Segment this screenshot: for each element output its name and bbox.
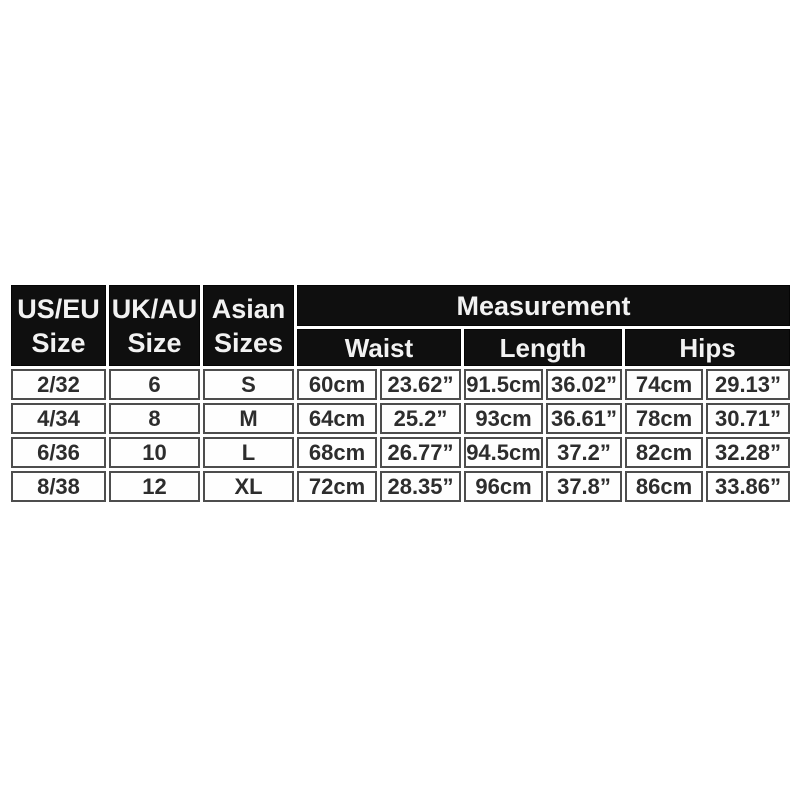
cell-length-cm: 91.5cm <box>464 369 543 400</box>
header-us-eu-line2: Size <box>31 327 86 358</box>
cell-uk-au: 12 <box>109 471 200 502</box>
header-uk-au-line2: Size <box>127 327 182 358</box>
header-cell-hips: Hips <box>625 329 790 366</box>
cell-hips-cm: 82cm <box>625 437 703 468</box>
header-cell-length: Length <box>464 329 622 366</box>
cell-length-cm: 93cm <box>464 403 543 434</box>
header-cell-waist: Waist <box>297 329 461 366</box>
table-row-size-m <box>11 403 790 434</box>
header-cell-uk-au-size <box>109 285 200 366</box>
header-row-1 <box>11 285 790 326</box>
cell-waist-cm: 64cm <box>297 403 377 434</box>
cell-uk-au: 6 <box>109 369 200 400</box>
header-us-eu-line1: US/EU <box>17 293 100 324</box>
cell-waist-cm: 68cm <box>297 437 377 468</box>
cell-hips-cm: 86cm <box>625 471 703 502</box>
header-asian-line2: Sizes <box>213 327 284 358</box>
cell-waist-cm: 72cm <box>297 471 377 502</box>
cell-length-inch: 36.61” <box>546 403 622 434</box>
cell-waist-cm: 60cm <box>297 369 377 400</box>
cell-us-eu: 8/38 <box>11 471 106 502</box>
cell-asian-size: S <box>203 369 294 400</box>
cell-uk-au: 10 <box>109 437 200 468</box>
size-table <box>8 282 793 505</box>
cell-asian-size: M <box>203 403 294 434</box>
cell-length-inch: 37.8” <box>546 471 622 502</box>
cell-waist-inch: 28.35” <box>380 471 461 502</box>
cell-us-eu: 6/36 <box>11 437 106 468</box>
cell-asian-size: XL <box>203 471 294 502</box>
cell-hips-inch: 32.28” <box>706 437 790 468</box>
cell-uk-au: 8 <box>109 403 200 434</box>
cell-asian-size: L <box>203 437 294 468</box>
cell-us-eu: 4/34 <box>11 403 106 434</box>
size-chart <box>8 282 787 505</box>
cell-us-eu: 2/32 <box>11 369 106 400</box>
header-uk-au-line1: UK/AU <box>111 293 198 324</box>
cell-hips-cm: 78cm <box>625 403 703 434</box>
table-row-size-s <box>11 369 790 400</box>
header-cell-us-eu-size <box>11 285 106 366</box>
cell-hips-cm: 74cm <box>625 369 703 400</box>
cell-length-cm: 96cm <box>464 471 543 502</box>
cell-waist-inch: 26.77” <box>380 437 461 468</box>
header-asian-line1: Asian <box>211 293 286 324</box>
cell-waist-inch: 23.62” <box>380 369 461 400</box>
cell-length-cm: 94.5cm <box>464 437 543 468</box>
table-row-size-l <box>11 437 790 468</box>
header-cell-measurement: Measurement <box>297 285 790 326</box>
cell-hips-inch: 33.86” <box>706 471 790 502</box>
cell-hips-inch: 29.13” <box>706 369 790 400</box>
header-cell-asian-sizes <box>203 285 294 366</box>
cell-length-inch: 36.02” <box>546 369 622 400</box>
cell-length-inch: 37.2” <box>546 437 622 468</box>
cell-waist-inch: 25.2” <box>380 403 461 434</box>
table-row-size-xl <box>11 471 790 502</box>
cell-hips-inch: 30.71” <box>706 403 790 434</box>
